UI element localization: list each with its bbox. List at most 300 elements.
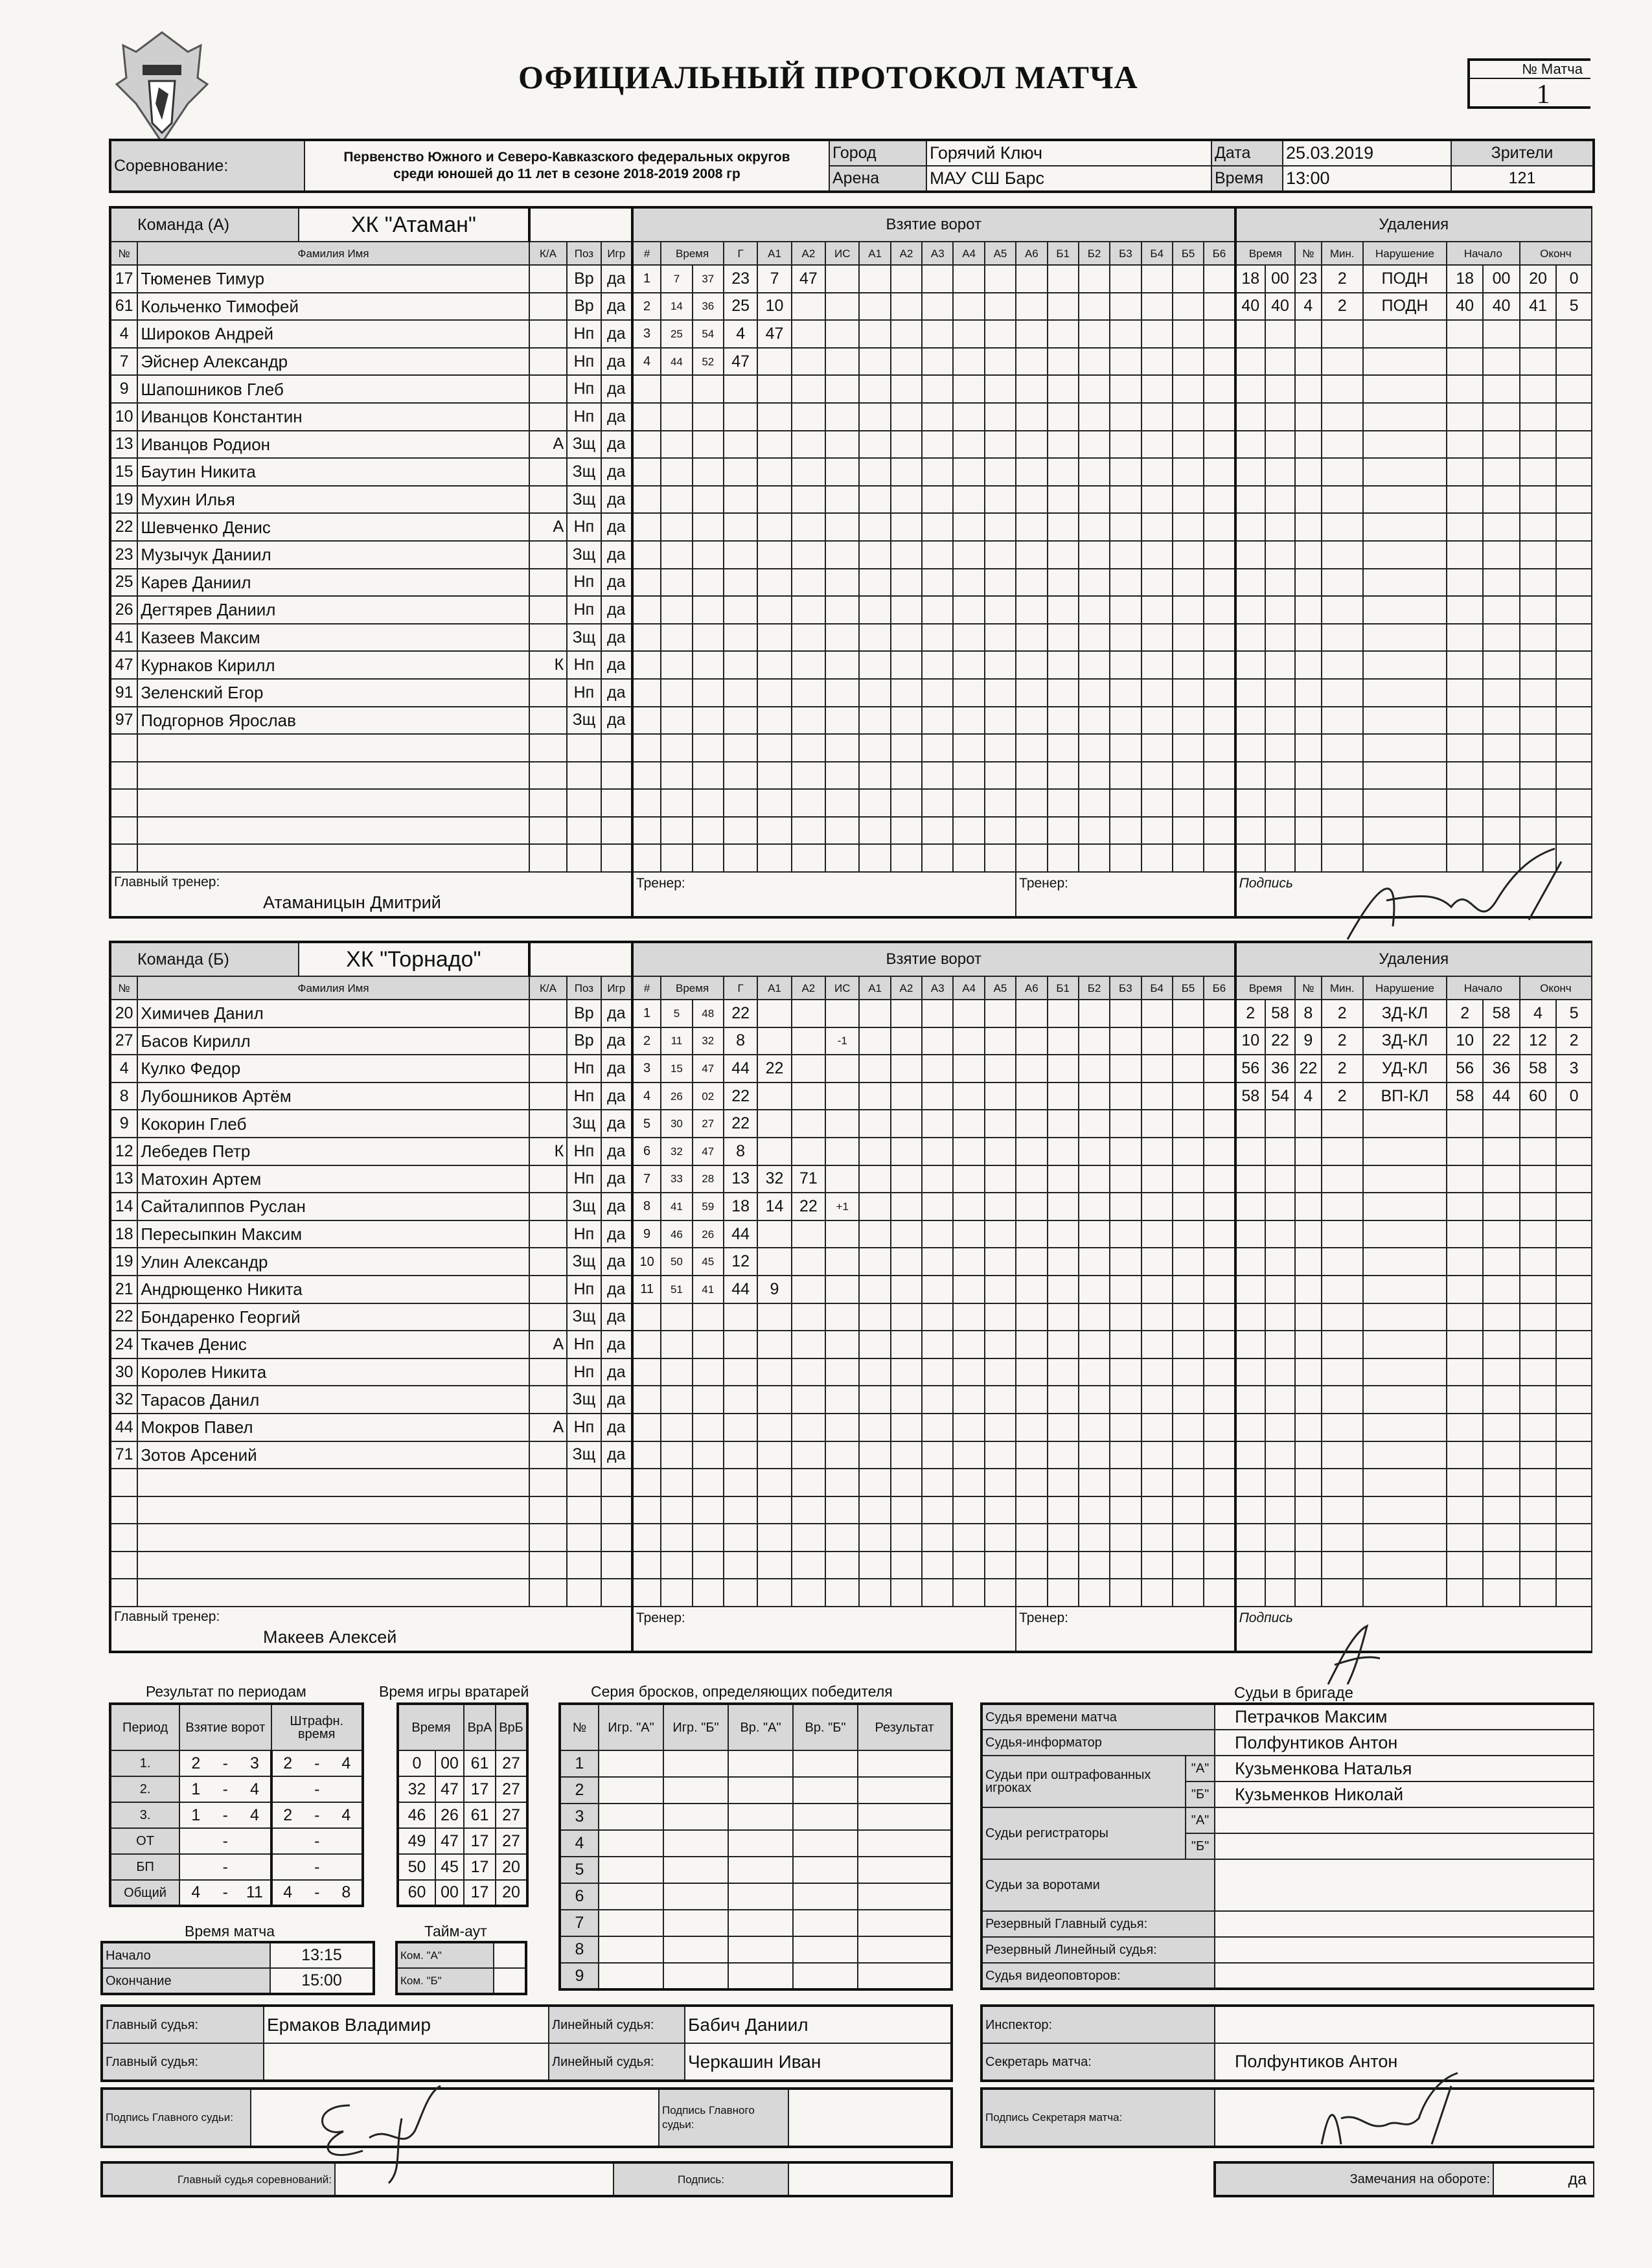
goalie-a: 17 (464, 1776, 496, 1802)
goal-is (825, 1055, 859, 1082)
player-played: да (601, 431, 632, 459)
pen-min: 2 (1235, 1000, 1265, 1027)
pen-end-min: 58 (1520, 1055, 1556, 1082)
col-pen-start: Начало (1447, 242, 1520, 265)
player-pos: Зщ (567, 1303, 601, 1331)
goal-sec: 02 (693, 1082, 724, 1110)
col-a1: А1 (757, 242, 791, 265)
col-onice: А4 (953, 976, 984, 1000)
shootout-col-res: Результат (858, 1704, 952, 1750)
pen-start-sec: 22 (1483, 1027, 1519, 1055)
team_b-name: ХК "Торнадо" (346, 947, 481, 972)
col-pen-foul: Нарушение (1363, 976, 1447, 1000)
pen-foul: ЗД-КЛ (1363, 1000, 1447, 1027)
shootout-col-pa: Игр. "А" (599, 1704, 663, 1750)
player-ka (529, 1193, 567, 1220)
col-name: Фамилия Имя (137, 242, 529, 265)
goal-is (825, 320, 859, 348)
player-ka (529, 320, 567, 348)
team_a-label: Команда (А) (111, 209, 299, 241)
goal-min: 33 (661, 1165, 692, 1193)
player-pos: Вр (567, 293, 601, 321)
player-played: да (601, 569, 632, 597)
pen-sec: 36 (1265, 1055, 1295, 1082)
match-number-box (1467, 58, 1590, 109)
reserve-line-label: Резервный Линейный судья: (981, 1937, 1215, 1963)
player-ka: А (529, 1414, 567, 1441)
col-pen-end: Оконч (1520, 976, 1592, 1000)
player-no: 14 (110, 1193, 137, 1220)
sign-secretary-table (980, 2087, 1594, 2148)
player-no: 23 (110, 541, 137, 569)
player-played: да (601, 679, 632, 707)
col-onice: Б3 (1110, 242, 1141, 265)
player-name: Кулко Федор (137, 1055, 529, 1082)
player-played: да (601, 486, 632, 514)
player-pos: Зщ (567, 1386, 601, 1414)
player-name: Иванцов Константин (137, 403, 529, 431)
player-no: 7 (110, 348, 137, 376)
col-onice: Б3 (1110, 976, 1141, 1000)
player-played: да (601, 1082, 632, 1110)
goal-min: 50 (661, 1248, 692, 1276)
goalie-a: 17 (464, 1854, 496, 1880)
main-ref1: Ермаков Владимир (264, 2006, 549, 2043)
col-goal-no: # (632, 242, 661, 265)
player-played: да (601, 1027, 632, 1055)
player-no: 24 (110, 1331, 137, 1358)
goal-g: 8 (724, 1138, 757, 1165)
player-ka (529, 541, 567, 569)
player-played: да (601, 1331, 632, 1358)
team-b-section (109, 941, 1592, 1653)
player-pos: Нп (567, 403, 601, 431)
goalies-table (396, 1702, 529, 1907)
goalie-min: 49 (398, 1828, 435, 1854)
goal-g: 22 (724, 1110, 757, 1138)
penbox-b-tag: "Б" (1186, 1781, 1215, 1807)
goal-a1 (757, 1248, 791, 1276)
goal-no: 10 (632, 1248, 661, 1276)
player-no: 32 (110, 1386, 137, 1414)
pen-sec: 54 (1265, 1082, 1295, 1110)
player-name: Казеев Максим (137, 624, 529, 652)
timeout-a-label: Ком. "А" (396, 1942, 494, 1968)
goalie-min: 46 (398, 1802, 435, 1828)
player-ka (529, 1027, 567, 1055)
player-no: 27 (110, 1027, 137, 1055)
col-pen-time: Время (1235, 242, 1296, 265)
coach-label: Тренер: (632, 1607, 1016, 1652)
goal-min: 30 (661, 1110, 692, 1138)
team_b-goals-title: Взятие ворот (632, 942, 1235, 976)
player-ka (529, 569, 567, 597)
col-ka: К/А (529, 976, 567, 1000)
timeout-title: Тайм-аут (424, 1923, 487, 1940)
player-pos: Нп (567, 1138, 601, 1165)
pen-start-min: 58 (1447, 1082, 1483, 1110)
pen-foul: ВП-КЛ (1363, 1082, 1447, 1110)
sign-secretary-label: Подпись Секретаря матча: (981, 2089, 1215, 2147)
goal-min: 7 (661, 265, 692, 293)
player-played: да (601, 1414, 632, 1441)
col-onice: Б6 (1204, 976, 1235, 1000)
player-no: 4 (110, 1055, 137, 1082)
goalie-min: 50 (398, 1854, 435, 1880)
player-ka (529, 486, 567, 514)
goal-is (825, 1165, 859, 1193)
period-name: Общий (110, 1880, 179, 1906)
pen-end-sec: 0 (1556, 265, 1592, 293)
player-ka (529, 1441, 567, 1469)
inspector-label: Инспектор: (981, 2006, 1215, 2043)
goal-no: 7 (632, 1165, 661, 1193)
pen-end-min: 60 (1520, 1082, 1556, 1110)
pen-start-min: 10 (1447, 1027, 1483, 1055)
player-name: Бондаренко Георгий (137, 1303, 529, 1331)
coach-a-signature (1341, 842, 1574, 952)
period-name: 1. (110, 1750, 179, 1776)
video-ref-label: Судья видеоповторов: (981, 1963, 1215, 1989)
player-no: 20 (110, 1000, 137, 1027)
shootout-row-no: 5 (560, 1857, 599, 1883)
goal-sec: 47 (693, 1055, 724, 1082)
goal-a2 (792, 1000, 825, 1027)
goal-sec: 45 (693, 1248, 724, 1276)
goal-is (825, 348, 859, 376)
player-played: да (601, 1055, 632, 1082)
player-pos: Вр (567, 1027, 601, 1055)
match-end: 15:00 (270, 1968, 374, 1994)
player-name: Пересыпкин Максим (137, 1220, 529, 1248)
goal-a2 (792, 293, 825, 321)
player-name: Шевченко Денис (137, 513, 529, 541)
player-ka: К (529, 651, 567, 679)
player-played: да (601, 1000, 632, 1027)
col-no: № (110, 242, 137, 265)
line-ref1-label: Линейный судья: (549, 2006, 685, 2043)
goal-a1 (757, 1138, 791, 1165)
goal-no: 5 (632, 1110, 661, 1138)
col-onice: Б6 (1204, 242, 1235, 265)
goal-a1 (757, 348, 791, 376)
goalie-a: 17 (464, 1880, 496, 1906)
period-pen-b (331, 1776, 363, 1802)
periods-table: Период Взятие ворот Штрафн. время 1. 2 - 3 2 - 4 2. 1 - 4 - 3. 1 - 4 2 - 4 ОТ - - БП - - Общий 4 - 11 4 - 8 (109, 1702, 364, 1907)
period-pen-a: 4 (271, 1880, 303, 1906)
col-onice: А1 (859, 242, 890, 265)
player-no: 91 (110, 679, 137, 707)
goalie-sec: 47 (435, 1828, 464, 1854)
goal-is (825, 1110, 859, 1138)
player-name: Иванцов Родион (137, 431, 529, 459)
remarks: да (1493, 2162, 1594, 2196)
goal-min: 26 (661, 1082, 692, 1110)
match-header (109, 139, 1595, 193)
pen-end-min: 41 (1520, 293, 1556, 321)
reg-a-tag: "А" (1186, 1807, 1215, 1833)
goal-a2 (792, 1027, 825, 1055)
pen-minutes: 2 (1322, 1082, 1363, 1110)
col-pen-no: № (1295, 242, 1321, 265)
pen-foul: ПОДН (1363, 265, 1447, 293)
player-ka (529, 1220, 567, 1248)
goal-g: 44 (724, 1220, 757, 1248)
player-name: Шапошников Глеб (137, 375, 529, 403)
player-name: Широков Андрей (137, 320, 529, 348)
goal-no: 3 (632, 320, 661, 348)
col-onice: А3 (922, 976, 953, 1000)
period-pen-a: 2 (271, 1802, 303, 1828)
player-pos: Нп (567, 1220, 601, 1248)
goal-is: -1 (825, 1027, 859, 1055)
player-pos: Зщ (567, 431, 601, 459)
goal-min: 25 (661, 320, 692, 348)
player-ka (529, 1110, 567, 1138)
goal-no: 4 (632, 1082, 661, 1110)
goal-no: 4 (632, 348, 661, 376)
player-name: Матохин Артем (137, 1165, 529, 1193)
goal-a2 (792, 320, 825, 348)
pen-player: 23 (1295, 265, 1321, 293)
goal-g: 23 (724, 265, 757, 293)
player-ka (529, 375, 567, 403)
goal-a1: 22 (757, 1055, 791, 1082)
player-played: да (601, 293, 632, 321)
player-ka: А (529, 431, 567, 459)
shootout-col-pb: Игр. "Б" (663, 1704, 728, 1750)
player-played: да (601, 1441, 632, 1469)
period-pen-b: 4 (331, 1802, 363, 1828)
player-pos: Нп (567, 1358, 601, 1386)
col-onice: Б4 (1141, 242, 1173, 265)
period-goals-a: 1 (179, 1802, 211, 1828)
officials-left-table (100, 2004, 953, 2082)
pen-start-sec: 40 (1483, 293, 1519, 321)
coach-sign-label: Подпись (1235, 1607, 1592, 1652)
player-played: да (601, 596, 632, 624)
date-label: Дата (1211, 140, 1283, 166)
goal-g: 22 (724, 1000, 757, 1027)
goalies-col-a: ВрА (464, 1704, 496, 1750)
col-onice: А5 (985, 242, 1016, 265)
period-goals-a (179, 1828, 211, 1854)
timeout-b-label: Ком. "Б" (396, 1968, 494, 1994)
player-name: Баутин Никита (137, 458, 529, 486)
col-onice: А4 (953, 242, 984, 265)
team_b-penalties-title: Удаления (1235, 942, 1592, 976)
goal-sec: 41 (693, 1276, 724, 1303)
player-no: 22 (110, 1303, 137, 1331)
player-no: 97 (110, 707, 137, 735)
col-pen-no: № (1295, 976, 1321, 1000)
head-coach: Макеев Алексей (263, 1627, 397, 1647)
col-played: Игр (601, 242, 632, 265)
goal-a1 (757, 1220, 791, 1248)
pen-end-min: 4 (1520, 1000, 1556, 1027)
page-title: ОФИЦИАЛЬНЫЙ ПРОТОКОЛ МАТЧА (518, 59, 1138, 95)
player-name: Кокорин Глеб (137, 1110, 529, 1138)
shootout-row-no: 4 (560, 1830, 599, 1857)
secretary: Полфунтиков Антон (1215, 2043, 1594, 2081)
col-onice: Б1 (1048, 242, 1079, 265)
goal-g: 4 (724, 320, 757, 348)
goalies-col-b: ВрБ (496, 1704, 527, 1750)
player-no: 21 (110, 1276, 137, 1303)
penbox-b: Кузьменков Николай (1215, 1781, 1594, 1807)
pen-sec: 00 (1265, 265, 1295, 293)
goal-a1: 14 (757, 1193, 791, 1220)
player-name: Тюменев Тимур (137, 265, 529, 293)
pen-sec: 40 (1265, 293, 1295, 321)
reserve-main-label: Резервный Главный судья: (981, 1911, 1215, 1937)
player-played: да (601, 348, 632, 376)
player-name: Лебедев Петр (137, 1138, 529, 1165)
period-pen-a (271, 1854, 303, 1880)
pen-foul: ЗД-КЛ (1363, 1027, 1447, 1055)
player-name: Дегтярев Даниил (137, 596, 529, 624)
player-no: 47 (110, 651, 137, 679)
period-pen-a (271, 1776, 303, 1802)
match-start-label: Начало (102, 1942, 270, 1968)
team_b-label: Команда (Б) (111, 943, 299, 976)
player-name: Тарасов Данил (137, 1386, 529, 1414)
goalie-b: 20 (496, 1854, 527, 1880)
goal-g: 13 (724, 1165, 757, 1193)
player-no: 18 (110, 1220, 137, 1248)
goal-a2 (792, 1055, 825, 1082)
col-no: № (110, 976, 137, 1000)
goal-sec: 27 (693, 1110, 724, 1138)
player-pos: Зщ (567, 458, 601, 486)
player-name: Курнаков Кирилл (137, 651, 529, 679)
period-name: БП (110, 1854, 179, 1880)
col-goal-time: Время (661, 976, 724, 1000)
head-coach-label: Главный тренер: (114, 1609, 220, 1625)
team_a-name: ХК "Атаман" (350, 212, 476, 237)
goal-g: 25 (724, 293, 757, 321)
shootout-row-no: 9 (560, 1963, 599, 1989)
goalie-b: 27 (496, 1776, 527, 1802)
pen-min: 40 (1235, 293, 1265, 321)
spectators: 121 (1451, 166, 1594, 192)
goal-judges-label: Судьи за воротами (981, 1859, 1215, 1911)
goal-g: 12 (724, 1248, 757, 1276)
player-ka (529, 1386, 567, 1414)
penbox-a: Кузьменкова Наталья (1215, 1756, 1594, 1781)
col-is: ИС (825, 976, 859, 1000)
pen-player: 4 (1295, 1082, 1321, 1110)
player-ka (529, 1248, 567, 1276)
goal-min: 32 (661, 1138, 692, 1165)
team_a-goals-title: Взятие ворот (632, 207, 1235, 242)
player-name: Андрющенко Никита (137, 1276, 529, 1303)
player-played: да (601, 1220, 632, 1248)
shootout-row-no: 6 (560, 1883, 599, 1910)
player-pos: Нп (567, 375, 601, 403)
pen-end-min: 20 (1520, 265, 1556, 293)
col-name: Фамилия Имя (137, 976, 529, 1000)
period-goals-b (239, 1854, 271, 1880)
match-end-label: Окончание (102, 1968, 270, 1994)
coach-b-signature (1315, 1620, 1393, 1691)
player-pos: Зщ (567, 1193, 601, 1220)
coach2-label: Тренер: (1016, 1607, 1235, 1652)
col-pos: Поз (567, 976, 601, 1000)
player-pos: Нп (567, 1414, 601, 1441)
col-ka: К/А (529, 242, 567, 265)
goal-a2 (792, 1110, 825, 1138)
date: 25.03.2019 (1283, 140, 1451, 166)
shootout-row-no: 3 (560, 1804, 599, 1830)
periods-col-pen: Штрафн. время (271, 1704, 363, 1750)
goal-g: 47 (724, 348, 757, 376)
col-pen-min: Мин. (1322, 976, 1363, 1000)
goal-a2: 22 (792, 1193, 825, 1220)
coach-label: Тренер: (632, 872, 1016, 917)
goal-sec: 54 (693, 320, 724, 348)
player-played: да (601, 624, 632, 652)
col-g: Г (724, 976, 757, 1000)
goal-sec: 59 (693, 1193, 724, 1220)
goal-no: 6 (632, 1138, 661, 1165)
period-name: 3. (110, 1802, 179, 1828)
team_a-penalties-title: Удаления (1235, 207, 1592, 242)
col-onice: А6 (1016, 976, 1047, 1000)
player-played: да (601, 1358, 632, 1386)
col-pen-foul: Нарушение (1363, 242, 1447, 265)
period-goals-a: 4 (179, 1880, 211, 1906)
player-no: 10 (110, 403, 137, 431)
goalie-sec: 26 (435, 1802, 464, 1828)
goalies-title: Время игры вратарей (379, 1683, 529, 1700)
col-onice: Б5 (1173, 976, 1204, 1000)
col-onice: А5 (985, 976, 1016, 1000)
player-no: 9 (110, 1110, 137, 1138)
coach-sign-label: Подпись (1235, 872, 1592, 917)
goal-sec: 37 (693, 265, 724, 293)
player-no: 61 (110, 293, 137, 321)
player-pos: Нп (567, 1276, 601, 1303)
pen-min: 10 (1235, 1027, 1265, 1055)
col-goal-time: Время (661, 242, 724, 265)
player-no: 13 (110, 1165, 137, 1193)
period-goals-a (179, 1854, 211, 1880)
player-pos: Зщ (567, 1248, 601, 1276)
pen-start-min: 40 (1447, 293, 1483, 321)
goal-a2 (792, 348, 825, 376)
goalie-min: 32 (398, 1776, 435, 1802)
player-pos: Зщ (567, 1110, 601, 1138)
player-name: Зотов Арсений (137, 1441, 529, 1469)
pen-minutes: 2 (1322, 1027, 1363, 1055)
reg-b-tag: "Б" (1186, 1833, 1215, 1859)
player-no: 71 (110, 1441, 137, 1469)
player-no: 30 (110, 1358, 137, 1386)
pen-player: 22 (1295, 1055, 1321, 1082)
timeout-table (395, 1941, 527, 1995)
player-ka (529, 1165, 567, 1193)
pen-end-sec: 5 (1556, 293, 1592, 321)
player-ka (529, 679, 567, 707)
player-ka (529, 707, 567, 735)
pen-minutes: 2 (1322, 1000, 1363, 1027)
player-name: Кольченко Тимофей (137, 293, 529, 321)
goalies-col-time: Время (398, 1704, 464, 1750)
goal-sec: 32 (693, 1027, 724, 1055)
player-no: 17 (110, 265, 137, 293)
player-ka (529, 1276, 567, 1303)
